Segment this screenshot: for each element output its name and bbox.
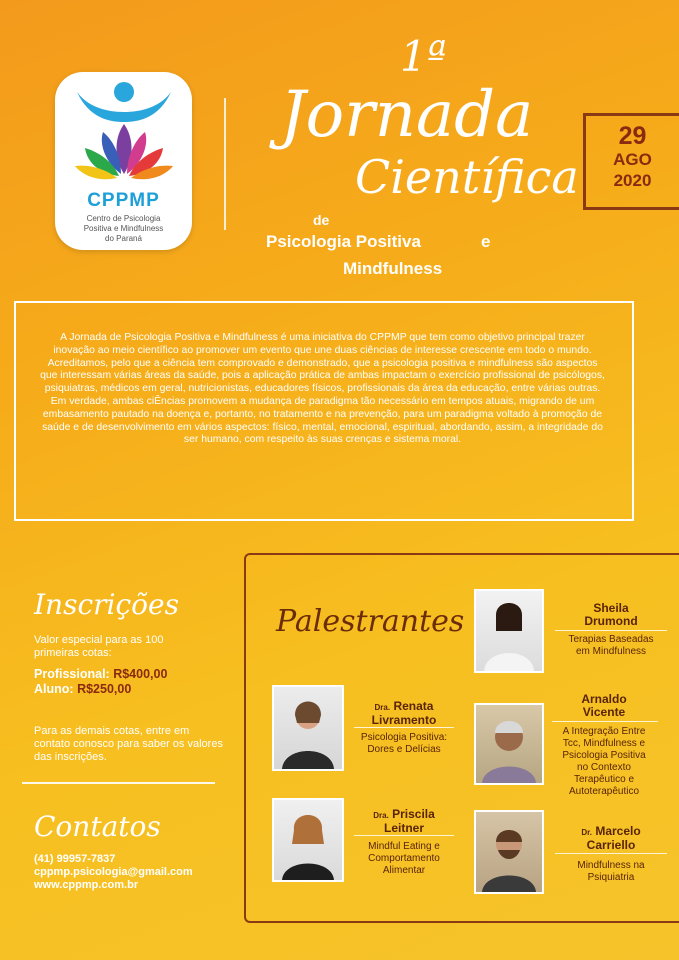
contatos-title: Contatos (34, 810, 161, 843)
lotus-figure-icon (69, 78, 179, 190)
speaker-title-prefix: Dra. (373, 811, 389, 820)
title-de: de (313, 212, 330, 228)
person-icon (476, 591, 542, 671)
inscricoes-note: Para as demais cotas, entre em contato conosco para saber os valores das inscrições. (34, 725, 223, 763)
talk-line: Autoterapêutico (568, 786, 640, 797)
speaker-rule (354, 835, 454, 836)
intro-paragraph: Acreditamos, pelo que a ciência tem comprovado e demonstrado, que a psicologia positiva e mindfulness são aspectos que interessam várias áreas da saúde, pois a aplicação prática de ambas impactam o exercício profissional de psicólogos, psiquiatras, médicos em geral, nutricionistas, educadores físicos, profissionais da área da educação, entre várias outras. (40, 357, 605, 395)
speaker-rule (555, 630, 667, 631)
title-mindfulness: Mindfulness (343, 259, 443, 278)
talk-line: A Integração Entre (562, 726, 646, 737)
price-value: R$400,00 (113, 667, 168, 681)
title-psicologia-positiva: Psicologia Positiva (266, 232, 421, 251)
speaker-first-name: Priscila (392, 807, 435, 821)
person-icon (476, 812, 542, 892)
title-e: e (481, 232, 491, 251)
speaker-name-line (352, 700, 456, 714)
speaker-first-name: Marcelo (595, 824, 641, 838)
contact-email[interactable]: cppmp.psicologia@gmail.com (34, 866, 193, 878)
palestrantes-title: Palestrantes (276, 604, 465, 639)
person-icon (274, 800, 342, 880)
talk-line: Psicologia Positiva (562, 750, 646, 761)
speaker-photo-renata (272, 685, 344, 771)
speaker-title-prefix: Dr. (581, 828, 592, 837)
talk-line: Terapêutico e (573, 774, 635, 785)
speaker-talk-sheila (553, 634, 669, 658)
speaker-talk-renata (352, 732, 456, 756)
inscricoes-lead: Valor especial para as 100 primeiras cotas: (34, 634, 164, 659)
speaker-name-sheila (553, 602, 669, 628)
talk-line: Alimentar (382, 865, 426, 876)
talk-line: no Contexto (577, 762, 631, 773)
talk-line: Comportamento (368, 853, 440, 864)
talk-line: Mindfulness na (577, 860, 645, 871)
intro-paragraph: A Jornada de Psicologia Positiva e Mindfulness é uma iniciativa do CPPMP que tem como objetivo principal trazer inovação ao meio científico ao promover um evento que une duas ciências de interesse crescente em todo o mundo. (53, 332, 592, 356)
date-day: 29 (618, 122, 647, 150)
speaker-name-line: Livramento (371, 713, 437, 727)
talk-line: Dores e Delícias (367, 744, 441, 755)
speaker-photo-sheila (474, 589, 544, 673)
speaker-name-arnaldo (549, 693, 659, 719)
speaker-name-line: Drumond (584, 614, 638, 628)
contact-website[interactable]: www.cppmp.com.br (34, 879, 139, 891)
speaker-rule (555, 853, 667, 854)
intro-paragraph: Em verdade, ambas ciÊncias promovem a mudança de paradigma tão necessário em tempos atuais, migrando de um embasamento pautado na doença e, portanto, no tratamento e na prevenção, para um paradigma voltado à promoção de saúde e de desenvolvimento em vários aspectos: físico, mental, emocional, espiritual, abordando, assim, a integridade do ser humano, com respeito às suas crenças e sistema moral. (42, 395, 603, 446)
inscricoes-title: Inscrições (34, 588, 179, 621)
title-jornada: Jornada (280, 78, 534, 152)
speaker-talk-arnaldo (549, 726, 659, 798)
date-year: 2020 (613, 171, 652, 190)
title-cientifica: Científica (355, 150, 579, 204)
speaker-name-renata (352, 700, 456, 727)
speaker-rule (552, 721, 658, 722)
speaker-photo-priscila (272, 798, 344, 882)
speaker-name-line: Leitner (383, 821, 424, 835)
event-date (583, 113, 679, 210)
cppmp-logo (55, 72, 192, 250)
speaker-title-prefix: Dra. (374, 703, 391, 712)
person-icon (476, 705, 542, 783)
speaker-name-line: Carriello (586, 838, 636, 852)
section-divider (22, 782, 215, 784)
intro-text (40, 332, 605, 447)
speaker-name-priscila (352, 808, 456, 835)
contact-phone[interactable]: (41) 99957-7837 (34, 853, 116, 865)
price-profissional (34, 667, 167, 681)
price-label: Aluno: (34, 682, 74, 696)
speaker-name-marcelo (553, 825, 669, 852)
logo-subtitle (55, 214, 192, 244)
speaker-name-line (553, 825, 669, 839)
person-icon (274, 687, 342, 769)
speaker-name-line: Vicente (582, 705, 626, 719)
speaker-photo-marcelo (474, 810, 544, 894)
talk-line: Psiquiatria (587, 872, 635, 883)
logo-acronym: CPPMP (87, 190, 160, 211)
speaker-photo-arnaldo (474, 703, 544, 785)
price-aluno (34, 682, 131, 696)
talk-line: em Mindfulness (575, 646, 647, 657)
talk-line: Terapias Baseadas (568, 634, 654, 645)
price-value: R$250,00 (77, 682, 132, 696)
title-ordinal: 1ª (400, 32, 447, 81)
speaker-name-line: Arnaldo (581, 692, 627, 706)
speaker-talk-priscila (352, 841, 456, 877)
talk-line: Mindful Eating e (368, 841, 440, 852)
talk-line: Tcc, Mindfulness e (562, 738, 646, 749)
header-divider (224, 98, 226, 230)
speaker-talk-marcelo (553, 860, 669, 884)
date-month: AGO (613, 150, 652, 169)
logo-subtitle-line: Positiva e Mindfulness (83, 224, 164, 233)
speaker-name-line (352, 808, 456, 822)
logo-subtitle-line: Centro de Psicologia (86, 214, 161, 223)
speaker-name-line: Sheila (593, 601, 629, 615)
logo-subtitle-line: do Paraná (105, 234, 142, 243)
talk-line: Psicologia Positiva: (360, 732, 448, 743)
speaker-rule (354, 727, 454, 728)
price-label: Profissional: (34, 667, 110, 681)
speaker-first-name: Renata (393, 699, 434, 713)
